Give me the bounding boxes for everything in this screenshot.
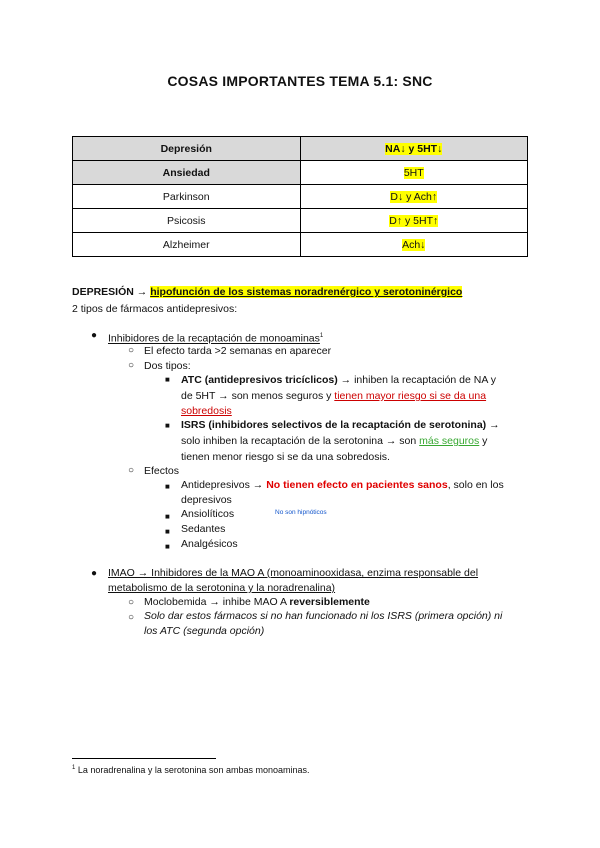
heading-label: DEPRESIÓN (72, 286, 134, 298)
highlight: Ach↓ (402, 238, 426, 251)
list-item (181, 373, 528, 419)
isrs-line2-end: y (479, 435, 488, 447)
table-cell-disease: Ansiedad (73, 161, 301, 185)
atc-rest: → inhiben la recaptación de NA y (337, 374, 496, 386)
table-cell-disease: Parkinson (73, 185, 301, 209)
circle-bullet-icon: ○ (128, 597, 135, 608)
highlight: D↓ y Ach↑ (390, 190, 438, 203)
note-line-2: los ATC (segunda opción) (144, 625, 265, 637)
moclobemida-text: Moclobemida → inhibe MAO A (144, 596, 290, 608)
group1-label: Inhibidores de la recaptación de monoaminas (108, 332, 320, 345)
list-item: Ansiolíticos (181, 508, 235, 520)
intro-text: 2 tipos de fármacos antidepresivos: (72, 303, 238, 315)
imao-line-2: metabolismo de la serotonina y la noradrenalina) (108, 582, 336, 594)
table-row (73, 137, 528, 161)
isrs-line-2 (181, 434, 528, 449)
highlight: NA↓ y 5HT↓ (385, 142, 443, 155)
efecto-red: No tienen efecto en pacientes sanos (266, 479, 448, 491)
isrs-bold: ISRS (inhibidores selectivos de la recaptación de serotonina) (181, 419, 487, 431)
atc-line-3 (181, 404, 528, 419)
table-cell-cause (300, 233, 528, 257)
efecto-end: , solo en los (447, 479, 504, 491)
disease-table (72, 136, 528, 257)
bullet-icon: ● (91, 568, 98, 579)
list-item: Dos tipos: (144, 360, 191, 372)
table-cell-disease: Alzheimer (73, 233, 301, 257)
atc-bold: ATC (antidepresivos tricíclicos) (181, 374, 338, 386)
atc-line-2 (181, 389, 528, 404)
list-item: Efectos (144, 465, 180, 477)
efecto-line-1 (181, 478, 528, 493)
atc-risk-end: sobredosis (181, 405, 232, 417)
table-row (73, 161, 528, 185)
list-item: Analgésicos (181, 538, 238, 550)
square-bullet-icon: ■ (165, 482, 170, 491)
list-item: Sedantes (181, 523, 226, 535)
heading-highlight: hipofunción de los sistemas noradrenérgico y serotoninérgico (150, 286, 463, 298)
highlight: 5HT (403, 166, 424, 179)
section-heading (72, 286, 462, 298)
highlight: D↑ y 5HT↑ (389, 214, 439, 227)
square-bullet-icon: ■ (165, 512, 170, 521)
efecto-start: Antidepresivos → (181, 479, 267, 491)
isrs-line-3: tienen menor riesgo si se da una sobredosis. (181, 451, 390, 463)
list-item (181, 418, 528, 465)
circle-bullet-icon: ○ (128, 360, 135, 371)
circle-bullet-icon: ○ (128, 345, 135, 356)
footnote (72, 765, 309, 775)
table-row (73, 233, 528, 257)
circle-bullet-icon: ○ (128, 465, 135, 476)
square-bullet-icon: ■ (165, 527, 170, 536)
note-line-1: Solo dar estos fármacos si no han funcionado ni los ISRS (primera opción) ni (144, 610, 503, 622)
table-cell-disease: Psicosis (73, 209, 301, 233)
atc-risk: tienen mayor riesgo si se da una (334, 390, 487, 402)
square-bullet-icon: ■ (165, 542, 170, 551)
moclobemida-bold: reversiblemente (289, 596, 370, 608)
table-cell-cause (300, 209, 528, 233)
list-item (144, 595, 370, 610)
isrs-line2-start: solo inhiben la recaptación de la serotonina → son (181, 435, 420, 447)
list-item (144, 609, 528, 639)
square-bullet-icon: ■ (165, 375, 170, 384)
arrow: → (133, 286, 151, 298)
table-cell-cause (300, 185, 528, 209)
list-item (108, 566, 528, 596)
atc-line-1 (181, 373, 528, 388)
atc-line2-start: de 5HT → son menos seguros y (181, 390, 335, 402)
footnote-divider (72, 758, 216, 759)
isrs-safe: más seguros (419, 435, 480, 447)
note-text: No son hipnóticos (275, 509, 327, 516)
footnote-mark: 1 (72, 765, 76, 771)
table-cell-cause (300, 137, 528, 161)
table-row (73, 209, 528, 233)
isrs-rest: → (486, 419, 500, 431)
imao-line-1: IMAO → Inhibidores de la MAO A (monoaminooxidasa, enzima responsable del (108, 567, 479, 579)
isrs-line-1 (181, 418, 528, 433)
circle-bullet-icon: ○ (128, 612, 135, 623)
efecto-line-2: depresivos (181, 494, 232, 506)
page-title: COSAS IMPORTANTES TEMA 5.1: SNC (167, 73, 433, 89)
list-item: El efecto tarda >2 semanas en aparecer (144, 345, 332, 357)
footnote-text: La noradrenalina y la serotonina son ambas monoaminas. (75, 765, 310, 775)
table-cell-disease: Depresión (73, 137, 301, 161)
square-bullet-icon: ■ (165, 421, 170, 430)
list-item (181, 478, 528, 508)
bullet-icon: ● (91, 330, 98, 341)
table-cell-cause (300, 161, 528, 185)
footnote-ref: 1 (319, 333, 324, 339)
table-row (73, 185, 528, 209)
